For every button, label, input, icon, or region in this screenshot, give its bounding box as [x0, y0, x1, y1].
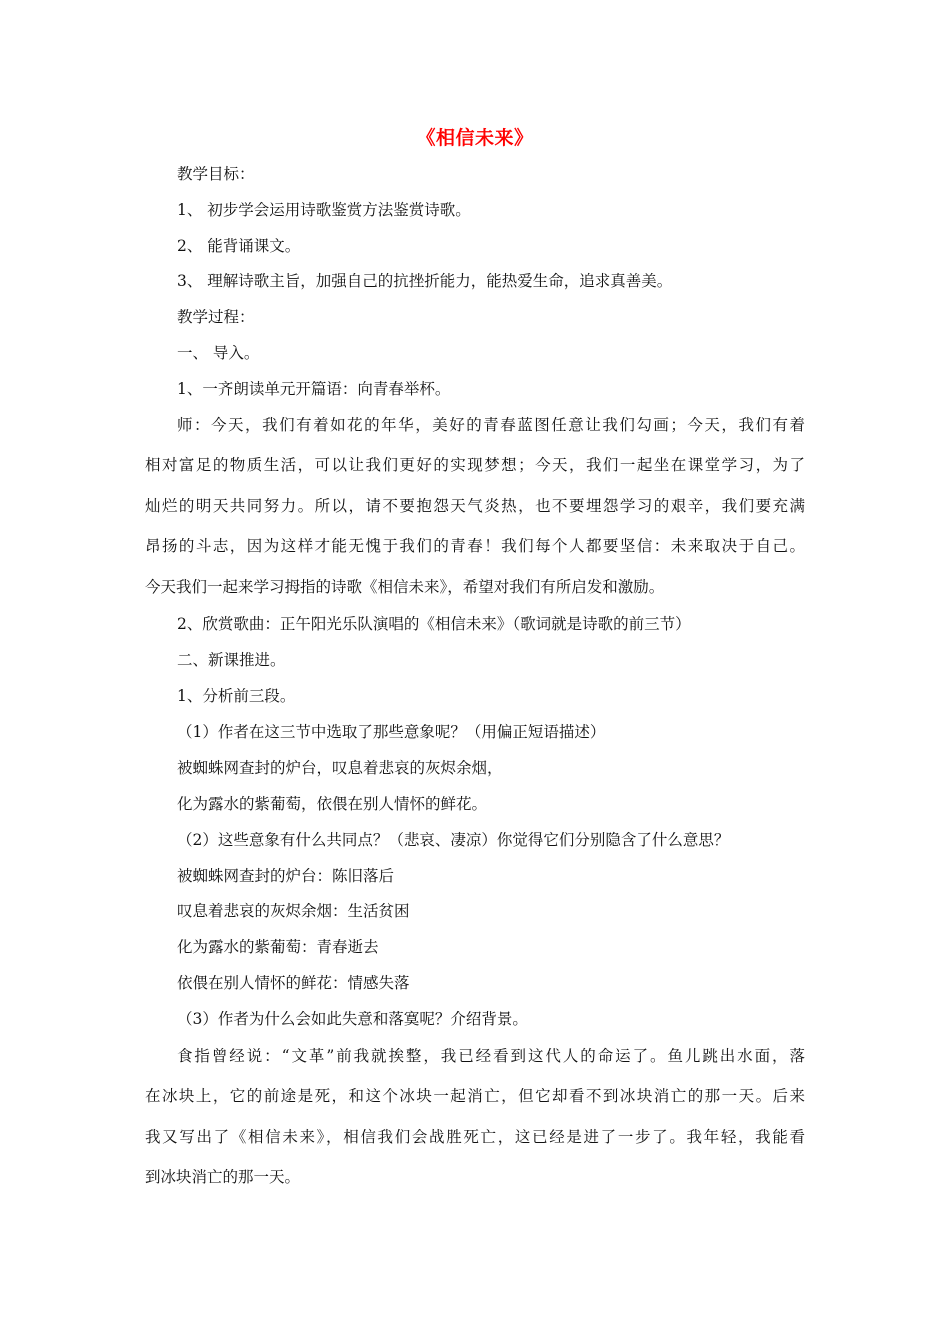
teacher-paragraph-line: 昂扬的斗志，因为这样才能无愧于我们的青春！我们每个人都要坚信：未来取决于自己。 — [145, 537, 805, 555]
answer-line: 被蜘蛛网查封的炉台：陈旧落后 — [177, 867, 395, 885]
process-heading: 教学过程： — [177, 308, 255, 326]
step-line: 2、欣赏歌曲：正午阳光乐队演唱的《相信未来》（歌词就是诗歌的前三节） — [177, 615, 691, 633]
step-line: 1、分析前三段。 — [177, 687, 296, 705]
section-heading: 一、 导入。 — [177, 344, 260, 362]
objective-item: 3、 理解诗歌主旨，加强自己的抗挫折能力，能热爱生命，追求真善美。 — [177, 272, 673, 290]
answer-line: 被蜘蛛网查封的炉台，叹息着悲哀的灰烬余烟， — [177, 759, 503, 777]
teacher-paragraph-line: 相对富足的物质生活，可以让我们更好的实现梦想；今天，我们一起坐在课堂学习，为了 — [145, 456, 805, 474]
answer-line: 依偎在别人情怀的鲜花：情感失落 — [177, 974, 410, 992]
question-line: （1）作者在这三节中选取了那些意象呢？（用偏正短语描述） — [177, 723, 606, 741]
question-line: （3）作者为什么会如此失意和落寞呢？介绍背景。 — [177, 1010, 528, 1028]
quote-paragraph-line: 食指曾经说：“文革”前我就挨整，我已经看到这代人的命运了。鱼儿跳出水面，落 — [177, 1047, 805, 1065]
answer-line: 叹息着悲哀的灰烬余烟：生活贫困 — [177, 902, 410, 920]
step-line: 1、一齐朗读单元开篇语：向青春举杯。 — [177, 380, 451, 398]
objective-item: 1、 初步学会运用诗歌鉴赏方法鉴赏诗歌。 — [177, 201, 471, 219]
section-heading: 二、新课推进。 — [177, 651, 286, 669]
quote-paragraph-line: 到冰块消亡的那一天。 — [145, 1168, 301, 1186]
document-title: 《相信未来》 — [416, 127, 534, 149]
teacher-paragraph-line: 灿烂的明天共同努力。所以，请不要抱怨天气炎热，也不要埋怨学习的艰辛，我们要充满 — [145, 497, 805, 515]
answer-line: 化为露水的紫葡萄，依偎在别人情怀的鲜花。 — [177, 795, 488, 813]
answer-line: 化为露水的紫葡萄：青春逝去 — [177, 938, 379, 956]
objective-item: 2、 能背诵课文。 — [177, 237, 301, 255]
teacher-paragraph-line: 今天我们一起来学习拇指的诗歌《相信未来》，希望对我们有所启发和激励。 — [145, 578, 665, 596]
quote-paragraph-line: 在冰块上，它的前途是死，和这个冰块一起消亡，但它却看不到冰块消亡的那一天。后来 — [145, 1087, 805, 1105]
objectives-heading: 教学目标： — [177, 165, 255, 183]
quote-paragraph-line: 我又写出了《相信未来》，相信我们会战胜死亡，这已经是进了一步了。我年轻，我能看 — [145, 1128, 805, 1146]
teacher-paragraph-line: 师：今天，我们有着如花的年华，美好的青春蓝图任意让我们勾画；今天，我们有着 — [177, 416, 805, 434]
question-line: （2）这些意象有什么共同点？（悲哀、凄凉）你觉得它们分别隐含了什么意思？ — [177, 831, 730, 849]
